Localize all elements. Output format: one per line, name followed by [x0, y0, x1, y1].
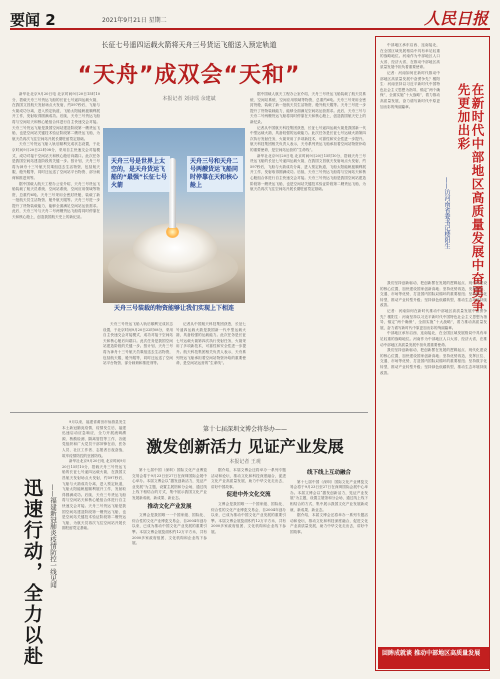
second-article-column-2 [211, 468, 286, 670]
lead-column-1-text: 新华社北京9月20日电 北京时间9月20日15时10分，搭载天舟三号货运飞船的长征七号遥四运载火箭，在我国文昌航天发射场点火发射，约597秒后，飞船与火箭成功分离，进入预定轨道，飞船太阳能帆板顺利展开工作，发射取得圆满成功。后续，天舟三号货运飞船将与空间站天和核心舱组合体进行自主快速交会对接。天舟三号货运飞船是我国空间站建造阶段第一艘货运飞船，也是空间站关键技术验证阶段第二艘货运飞船，为航天员再次飞往空间站开展长期驻留奠定基础。 [12, 92, 100, 141]
second-article-subhead-1: 推动文化产业发展 [147, 503, 192, 510]
lead-byline: 本报记者 刘诗瑶 余建斌 [162, 96, 216, 102]
lead-column-2-text: 天舟三号货运飞船入轨后顺利完成状态设置，于北京时间9月20日22时08分，采用自主快速交会对接模式，成功对接于空间站天和核心舱后向端口。此次任务是我国空间站建造阶段的关键一步。按计划，天舟三号将为神舟十三号航天员乘组送去生活物资，包括航天服、舱外服等，同时还运送了空间站平台物资、部分载荷和推进剂等。 [103, 322, 173, 366]
second-article-column-3 [290, 468, 368, 670]
rocket-body [169, 158, 176, 228]
lead-column-4-text-continued: 记者从中国航天科技集团获悉，长征七号遥四运载火箭是我国新一代中型运载火箭，具备较强的运载能力。此次任务是长征七号运载火箭第四次执行发射任务，火箭采用了多项新技术，可靠性和安全性进一步提升。航天科技集团相关负责人表示，天舟系列货运飞船承担着空间站物资补给的重要使命，是空间站运营的“生命线”。 [250, 125, 366, 152]
sidebar-intro-text [380, 43, 440, 275]
section-label: 要闻 2 [10, 11, 56, 29]
sidebar-body-text [380, 281, 487, 643]
series-badge: 回眸成就谈 推动中部地区高质量发展 [378, 647, 489, 669]
masthead [10, 8, 490, 30]
lead-column-4-text: 据中国载人航天工程办公室介绍，天舟三号货运飞船装载了航天员系统、空间站系统、空间应用领域等物资，总重约6吨。天舟三号采用全密封货舱，装载了新一批航天员生活物资、舱外航天服等。天舟三号进一步提升了货物装载能力，能够全面满足空间站运营需求。此后，天舟三号与天舟二号两艘货运飞船将同时停靠在天和核心舱上，创造我国航天史上的新纪录。 [250, 92, 366, 124]
second-article-text-6: 据介绍，本届文博会还将举办一系列专题活动和论坛，推动文化和科技深度融合，促进文化产业高质量发展，助力中华文化走出去，讲好中国故事。 [290, 513, 368, 534]
second-article-kicker: 第十七届深圳文博会将举办—— [202, 426, 287, 433]
sidebar-subtitle: ——访河南省委书记楼阳生 [443, 177, 450, 249]
issue-date: 2021年9月21日 星期二 [102, 17, 167, 24]
side-article-headline: 迅速行动，全力以赴 [21, 478, 43, 667]
lead-column-2 [103, 322, 173, 410]
lead-column-1-text-more: 据中国载人航天工程办公室介绍，天舟三号货运飞船装载了航天员系统、空间站系统、空间应用领域等物资，总重约6吨。天舟三号采用全密封货舱，装载了新一批航天员生活物资、舱外航天服等。天舟三号进一步提升了货物装载能力，能够全面满足空间站运营需求。此后，天舟三号与天舟二号两艘货运飞船将同时停靠在天和核心舱上，创造我国航天史上的新纪录。 [12, 181, 100, 220]
second-article-text-4: 文博会是我国唯一一个国家级、国际化、综合性的文化产业博览交易会，自2004年创办以来，已成为推动中国文化产业发展的重要引擎。本届文博会展览面积约12万平方米，共有2000多家政府组团、文化机构和企业线下参展。 [211, 501, 286, 534]
second-article-text-5: 第十七届中国（深圳）国际文化产业博览交易会将于9月23日至27日在深圳国际会展中心举办。本届文博会以“激发创新活力，见证产业发展”为主题，设置主展馆和分会场，通过线上线下相结合的方式，集中展示我国文化产业发展新成就、新成果、新业态。 [290, 479, 368, 512]
lead-column-1-text-continued: 天舟三号货运飞船入轨后顺利完成状态设置，于北京时间9月20日22时08分，采用自主快速交会对接模式，成功对接于空间站天和核心舱后向端口。此次任务是我国空间站建造阶段的关键一步。按计划，天舟三号将为神舟十三号航天员乘组送去生活物资，包括航天服、舱外服等，同时还运送了空间站平台物资、部分载荷和推进剂等。 [12, 142, 100, 180]
side-article-text-continued: 新华社北京9月20日电 北京时间9月20日15时10分，搭载天舟三号货运飞船的长征七号遥四运载火箭，在我国文昌航天发射场点火发射，约597秒后，飞船与火箭成功分离，进入预定轨道，飞船太阳能帆板顺利展开工作，发射取得圆满成功。后续，天舟三号货运飞船将与空间站天和核心舱组合体进行自主快速交会对接。天舟三号货运飞船是我国空间站建造阶段第一艘货运飞船，也是空间站关键技术验证阶段第二艘货运飞船，为航天员再次飞往空间站开展长期驻留奠定基础。 [62, 459, 126, 531]
second-article-headline: 激发创新活力 见证产业发展 [146, 437, 344, 456]
side-article-subtitle: ——福建新冠肺炎疫情防控一线见闻 [49, 484, 57, 588]
sidebar-text-3: 我们坚持创新驱动，把创新摆在发展的逻辑起点、现代化建设的核心位置，加快建设国家创新高地；坚持优势再造，发挥区位、交通、市场等优势，打造国内国际双循环的重要枢纽；坚持数字化转型，推动产业转型升级；坚持绿色低碳转型，推动生态环境持续改善。 [380, 281, 487, 308]
sidebar-text-1: 中部地区承东启西、连南接北，在全国区域发展格局中具有举足轻重的战略地位。河南作为中部地区人口大省、经济大省，在推动中部地区高质量发展中担负着重要使命。 [380, 43, 440, 70]
section-divider [10, 412, 368, 413]
lead-kicker: 长征七号遥四运载火箭将天舟三号货运飞船送入预定轨道 [101, 41, 277, 49]
lead-column-3 [176, 322, 246, 410]
sidebar-text-4: 记者：河南如何在新时代推动中部地区高质量发展中奋勇争先？楼阳生：河南坚持以习近平新时代中国特色社会主义思想为指导，锚定“两个确保”，全面实施“十大战略”，着力推动高质量发展，奋力谱写新时代中原更加出彩的绚丽篇章。 [380, 308, 487, 330]
sidebar-text-2: 记者：河南如何在新时代推动中部地区高质量发展中奋勇争先？楼阳生：河南坚持以习近平新时代中国特色社会主义思想为指导，锚定“两个确保”，全面实施“十大战略”，着力推动高质量发展，奋力谱写新时代中原更加出彩的绚丽篇章。 [380, 70, 440, 109]
photo-caption: 天舟三号装载的物资能够让我们实现上下相连 [113, 305, 234, 312]
lead-column-4-text-more: 新华社北京9月20日电 北京时间9月20日15时10分，搭载天舟三号货运飞船的长征七号遥四运载火箭，在我国文昌航天发射场点火发射，约597秒后，飞船与火箭成功分离，进入预定轨道，飞船太阳能帆板顺利展开工作，发射取得圆满成功。后续，天舟三号货运飞船将与空间站天和核心舱组合体进行自主快速交会对接。天舟三号货运飞船是我国空间站建造阶段第一艘货运飞船，也是空间站关键技术验证阶段第二艘货运飞船，为航天员再次飞往空间站开展长期驻留奠定基础。 [250, 153, 366, 192]
lead-column-4 [250, 92, 366, 410]
second-article-text-2: 文博会是我国唯一一个国家级、国际化、综合性的文化产业博览交易会，自2004年创办以来，已成为推动中国文化产业发展的重要引擎。本届文博会展览面积约12万平方米，共有2000多家政府组团、文化机构和企业线下参展。 [132, 513, 207, 546]
sidebar-text-6: 我们坚持创新驱动，把创新摆在发展的逻辑起点、现代化建设的核心位置，加快建设国家创新高地；坚持优势再造，发挥区位、交通、市场等优势，打造国内国际双循环的重要枢纽；坚持数字化转型，推动产业转型升级；坚持绿色低碳转型，推动生态环境持续改善。 [380, 348, 487, 375]
second-article-column-1 [132, 468, 207, 670]
photo-callout-left: 天舟三号是世界上太空的，是天舟货运飞船的“最强”长征七号火箭 [108, 156, 170, 192]
second-article-subhead-3: 线下线上互动融合 [306, 470, 351, 476]
second-article-text-1: 第十七届中国（深圳）国际文化产业博览交易会将于9月23日至27日在深圳国际会展中心举办。本届文博会以“激发创新活力，见证产业发展”为主题，设置主展馆和分会场，通过线上线下相结合的方式，集中展示我国文化产业发展新成就、新成果、新业态。 [132, 468, 207, 500]
lead-headline: “天舟”成双会“天和” [77, 63, 301, 88]
rocket-launch-photo [103, 128, 245, 303]
photo-callout-right: 天舟三号和天舟二号两艘货运飞船同时停靠在天和核心舱上 [187, 156, 243, 192]
lead-column-1 [12, 92, 100, 410]
sidebar-headline: 在新时代中部地区高质量发展中奋勇争先更加出彩 [456, 83, 485, 313]
second-article-text-3: 据介绍，本届文博会还将举办一系列专题活动和论坛，推动文化和科技深度融合，促进文化产业高质量发展，助力中华文化走出去，讲好中国故事。 [211, 468, 286, 489]
second-article-byline: 本报记者 王观 [229, 459, 261, 465]
second-article-subhead-2: 促进中外文化交流 [226, 492, 271, 499]
lead-column-3-text: 记者从中国航天科技集团获悉，长征七号遥四运载火箭是我国新一代中型运载火箭，具备较强的运载能力。此次任务是长征七号运载火箭第四次执行发射任务，火箭采用了多项新技术，可靠性和安全性进一步提升。航天科技集团相关负责人表示，天舟系列货运飞船承担着空间站物资补给的重要使命，是空间站运营的“生命线”。 [176, 322, 246, 366]
interview-sidebar [375, 36, 490, 671]
side-article-body [62, 420, 126, 670]
sidebar-text-5: 中部地区承东启西、连南接北，在全国区域发展格局中具有举足轻重的战略地位。河南作为中部地区人口大省、经济大省，在推动中部地区高质量发展中担负着重要使命。 [380, 331, 487, 347]
side-article-text: 9月以来，福建省莆田市仙游县发生本土新冠肺炎疫情，疫情发生后，福建迅速启动应急响应，全力开展流调溯源、核酸检测、隔离管控等工作，各级党组织和广大党员干部冲锋在前，医务人员、社区工作者、志愿者日夜奋战，筑牢疫情防控的坚固防线。 [62, 420, 126, 458]
newspaper-logo: 人民日报 [423, 9, 488, 28]
